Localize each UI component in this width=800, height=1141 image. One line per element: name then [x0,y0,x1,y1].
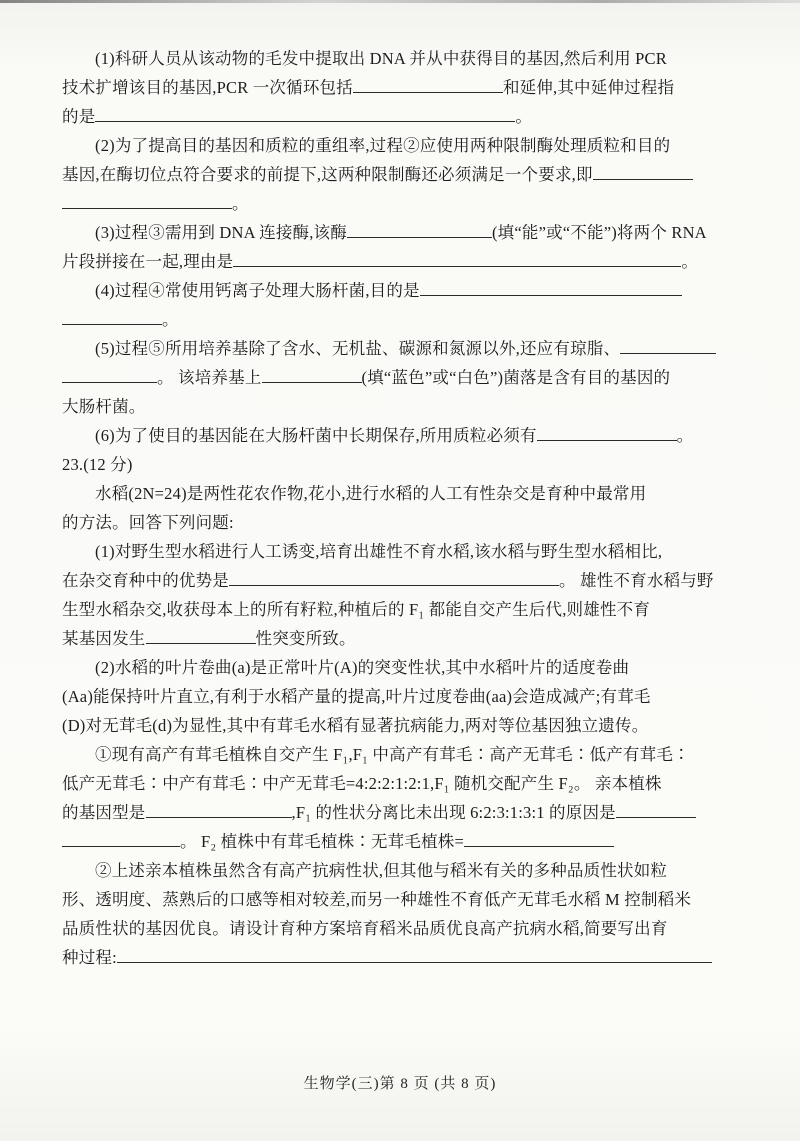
text-line [62,682,740,711]
answer-blank [593,164,693,180]
text-segment: 某基因发生 [62,629,146,648]
text-segment: (4)过程④常使用钙离子处理大肠杆菌,目的是 [95,281,420,300]
text-segment: (Aa)能保持叶片直立,有利于水稻产量的提高,叶片过度卷曲(aa)会造成减产;有茸毛 [62,687,651,706]
text-line [62,479,740,508]
text-segment: 。 F₂ 植株中有茸毛植株∶无茸毛植株= [180,832,464,851]
text-segment: 。 [515,107,533,126]
text-segment: 。 该培养基上 [157,368,262,387]
answer-blank [146,802,292,818]
text-segment: 的基因型是 [62,803,146,822]
text-segment: ,F₁ 的性状分离比未出现 6:2:3:1:3:1 的原因是 [291,803,616,822]
footer-text: 生物学(三)第 8 页 (共 8 页) [303,1076,497,1092]
text-line [62,740,740,769]
text-segment: 。 [681,252,699,271]
text-line [62,102,740,131]
page-footer [0,1072,800,1093]
text-segment: (5)过程⑤所用培养基除了含水、无机盐、碳源和氮源以外,还应有琼脂、 [95,339,621,358]
scan-artifact-top [0,0,800,3]
answer-blank [420,280,682,296]
text-segment: 基因,在酶切位点符合要求的前提下,这两种限制酶还必须满足一个要求,即 [62,165,593,184]
answer-blank [233,251,681,267]
text-segment: (3)过程③需用到 DNA 连接酶,该酶 [95,223,347,242]
text-line [62,189,740,218]
text-line [62,218,740,247]
text-segment: 种过程: [62,948,117,967]
text-segment: 。 [232,194,249,213]
text-line [62,508,740,537]
answer-blank [62,831,180,847]
text-line [62,276,740,305]
text-segment: (2)为了提高目的基因和质粒的重组率,过程②应使用两种限制酶处理质粒和目的 [95,136,671,155]
text-segment: 的方法。回答下列问题: [62,513,234,532]
document-body [62,44,740,972]
answer-blank [117,947,712,963]
text-line [62,160,740,189]
text-segment: ②上述亲本植株虽然含有高产抗病性状,但其他与稻米有关的多种品质性状如粒 [95,861,668,880]
text-line [62,885,740,914]
text-segment: 生型水稻杂交,收获母本上的所有籽粒,种植后的 F₁ 都能自交产生后代,则雄性不育 [62,600,651,619]
text-segment: (1)科研人员从该动物的毛发中提取出 DNA 并从中获得目的基因,然后利用 PCR [95,49,667,68]
text-segment: 品质性状的基因优良。请设计育种方案培育稻米品质优良高产抗病水稻,简要写出育 [62,919,668,938]
text-line [62,363,740,392]
answer-blank [537,425,677,441]
text-segment: 形、透明度、蒸熟后的口感等相对较差,而另一种雄性不育低产无茸毛水稻 M 控制稻米 [62,890,692,909]
text-segment: 23.(12 分) [62,455,133,474]
text-line [62,653,740,682]
text-segment: 的是 [62,107,96,126]
text-line [62,914,740,943]
answer-blank [262,367,362,383]
answer-blank [62,309,162,325]
text-segment: 水稻(2N=24)是两性花农作物,花小,进行水稻的人工有性杂交是育种中最常用 [95,484,647,503]
text-segment: 。 雄性不育水稻与野 [559,571,714,590]
answer-blank [62,367,157,383]
text-segment: 大肠杆菌。 [62,397,146,416]
text-segment: 。 [162,310,179,329]
text-line [62,856,740,885]
answer-blank [62,193,232,209]
text-line [62,769,740,798]
text-line [62,943,740,972]
answer-blank [464,831,614,847]
text-segment: 性突变所致。 [255,629,356,648]
text-segment: 片段拼接在一起,理由是 [62,252,234,271]
text-line [62,73,740,102]
text-line [62,450,740,479]
text-segment: 低产无茸毛∶中产有茸毛∶中产无茸毛=4:2:2:1:2:1,F₁ 随机交配产生 F₂。 亲本植株 [62,774,662,793]
answer-blank [353,77,503,93]
text-line [62,392,740,421]
text-line [62,798,740,827]
text-segment: (填“能”或“不能”)将两个 RNA [491,223,707,242]
text-line [62,711,740,740]
text-segment: 。 [676,426,694,445]
text-segment: ①现有高产有茸毛植株自交产生 F₁,F₁ 中高产有茸毛∶高产无茸毛∶低产有茸毛∶ [95,745,690,764]
text-line [62,421,740,450]
answer-blank [347,222,492,238]
text-line [62,247,740,276]
text-segment: (2)水稻的叶片卷曲(a)是正常叶片(A)的突变性状,其中水稻叶片的适度卷曲 [95,658,630,677]
text-line [62,44,740,73]
text-segment: (D)对无茸毛(d)为显性,其中有茸毛水稻有显著抗病能力,两对等位基因独立遗传。 [62,716,649,735]
text-line [62,595,740,624]
text-segment: (1)对野生型水稻进行人工诱变,培育出雄性不育水稻,该水稻与野生型水稻相比, [95,542,663,561]
text-segment: (填“蓝色”或“白色”)菌落是含有目的基因的 [361,368,671,387]
text-line [62,624,740,653]
text-line [62,131,740,160]
answer-blank [620,338,716,354]
answer-blank [616,802,696,818]
text-segment: 和延伸,其中延伸过程指 [502,78,675,97]
answer-blank [229,570,559,586]
answer-blank [95,106,515,122]
text-line [62,537,740,566]
text-segment: 技术扩增该目的基因,PCR 一次循环包括 [62,78,353,97]
answer-blank [146,628,256,644]
text-segment: (6)为了使目的基因能在大肠杆菌中长期保存,所用质粒必须有 [95,426,537,445]
text-line [62,566,740,595]
text-line [62,305,740,334]
text-line [62,334,740,363]
text-segment: 在杂交育种中的优势是 [62,571,229,590]
text-line [62,827,740,856]
